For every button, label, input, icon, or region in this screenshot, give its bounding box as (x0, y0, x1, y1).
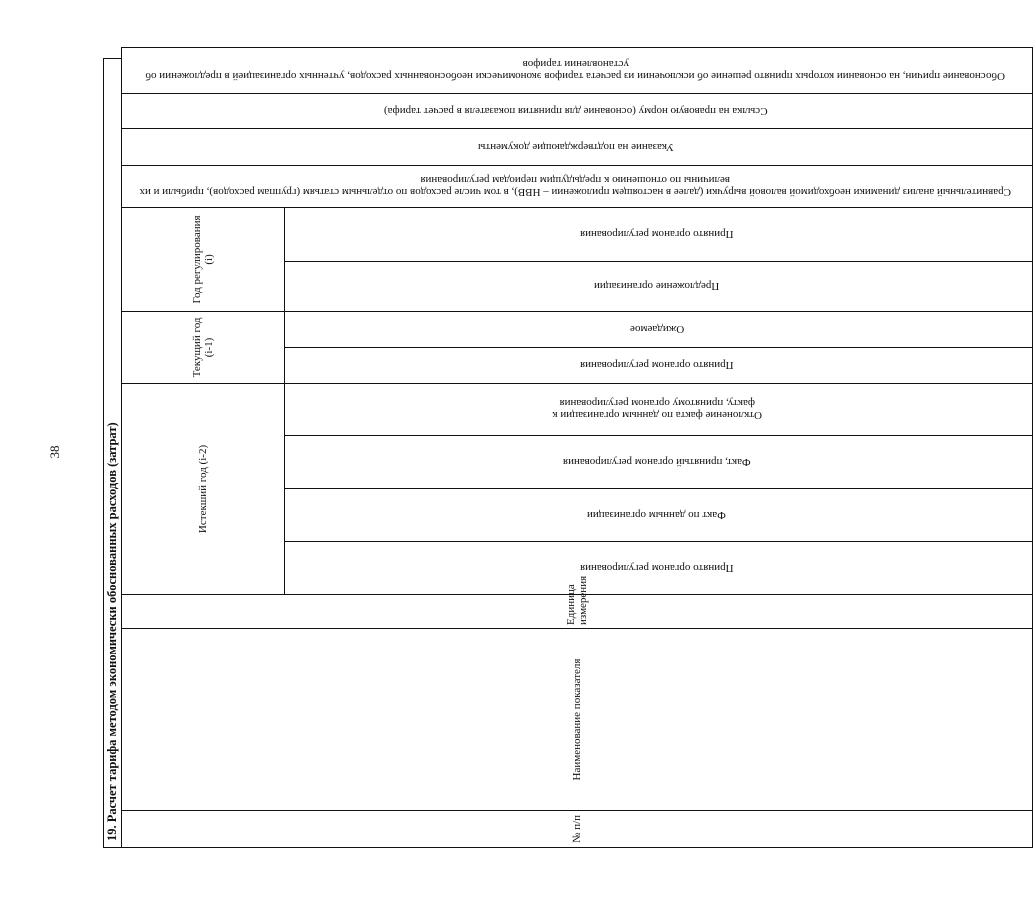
table-title: 19. Расчет тарифа методом экономически обоснованных расходов (затрат) (103, 58, 121, 848)
header-documents: Указание на подтверждающие документы (122, 128, 1033, 165)
header-reg-proposal: Предложение организации (284, 261, 1032, 311)
header-past-fact-org: Факт по данным организации (284, 489, 1032, 542)
header-past-accepted: Принято органом регулирования (284, 542, 1032, 595)
header-reg-year: Год регулирования (i) (122, 207, 285, 311)
header-current-year: Текущий год (i-1) (122, 311, 285, 383)
tariff-table (121, 47, 1033, 848)
header-num: № п/п (122, 811, 1033, 848)
header-current-accepted: Принято органом регулирования (284, 347, 1032, 383)
header-unit: Единица измерения (122, 595, 1033, 629)
header-reg-accepted: Принято органом регулирования (284, 207, 1032, 261)
header-past-fact-accepted: Факт, принятый органом регулирования (284, 436, 1032, 489)
header-name: Наименование показателя (122, 629, 1033, 811)
header-legal-ref: Ссылка на правовую норму (основание для принятия показателя в расчет тарифа) (122, 93, 1033, 128)
header-justification: Обоснование причин, на основании которых принято решение об исключении из расчета тарифов экономически необоснованных расходов, учтенных организацией в предложении об установлении тарифов (122, 47, 1033, 93)
header-analysis: Сравнительный анализ динамики необходимой валовой выручки (далее в настоящем приложении – НВВ), в том числе расходов по отдельным статьям (группам расходов), прибыли и их величины по отношению к предыдущим периодам регулирования (122, 165, 1033, 207)
rotated-table-area (103, 58, 1012, 848)
page-number: 38 (47, 445, 62, 459)
header-past-deviation: Отклонение факта по данным организации к факту, принятому органом регулирования (284, 383, 1032, 435)
header-past-year: Истекший год (i-2) (122, 383, 285, 594)
header-current-expected: Ожидаемое (284, 311, 1032, 347)
